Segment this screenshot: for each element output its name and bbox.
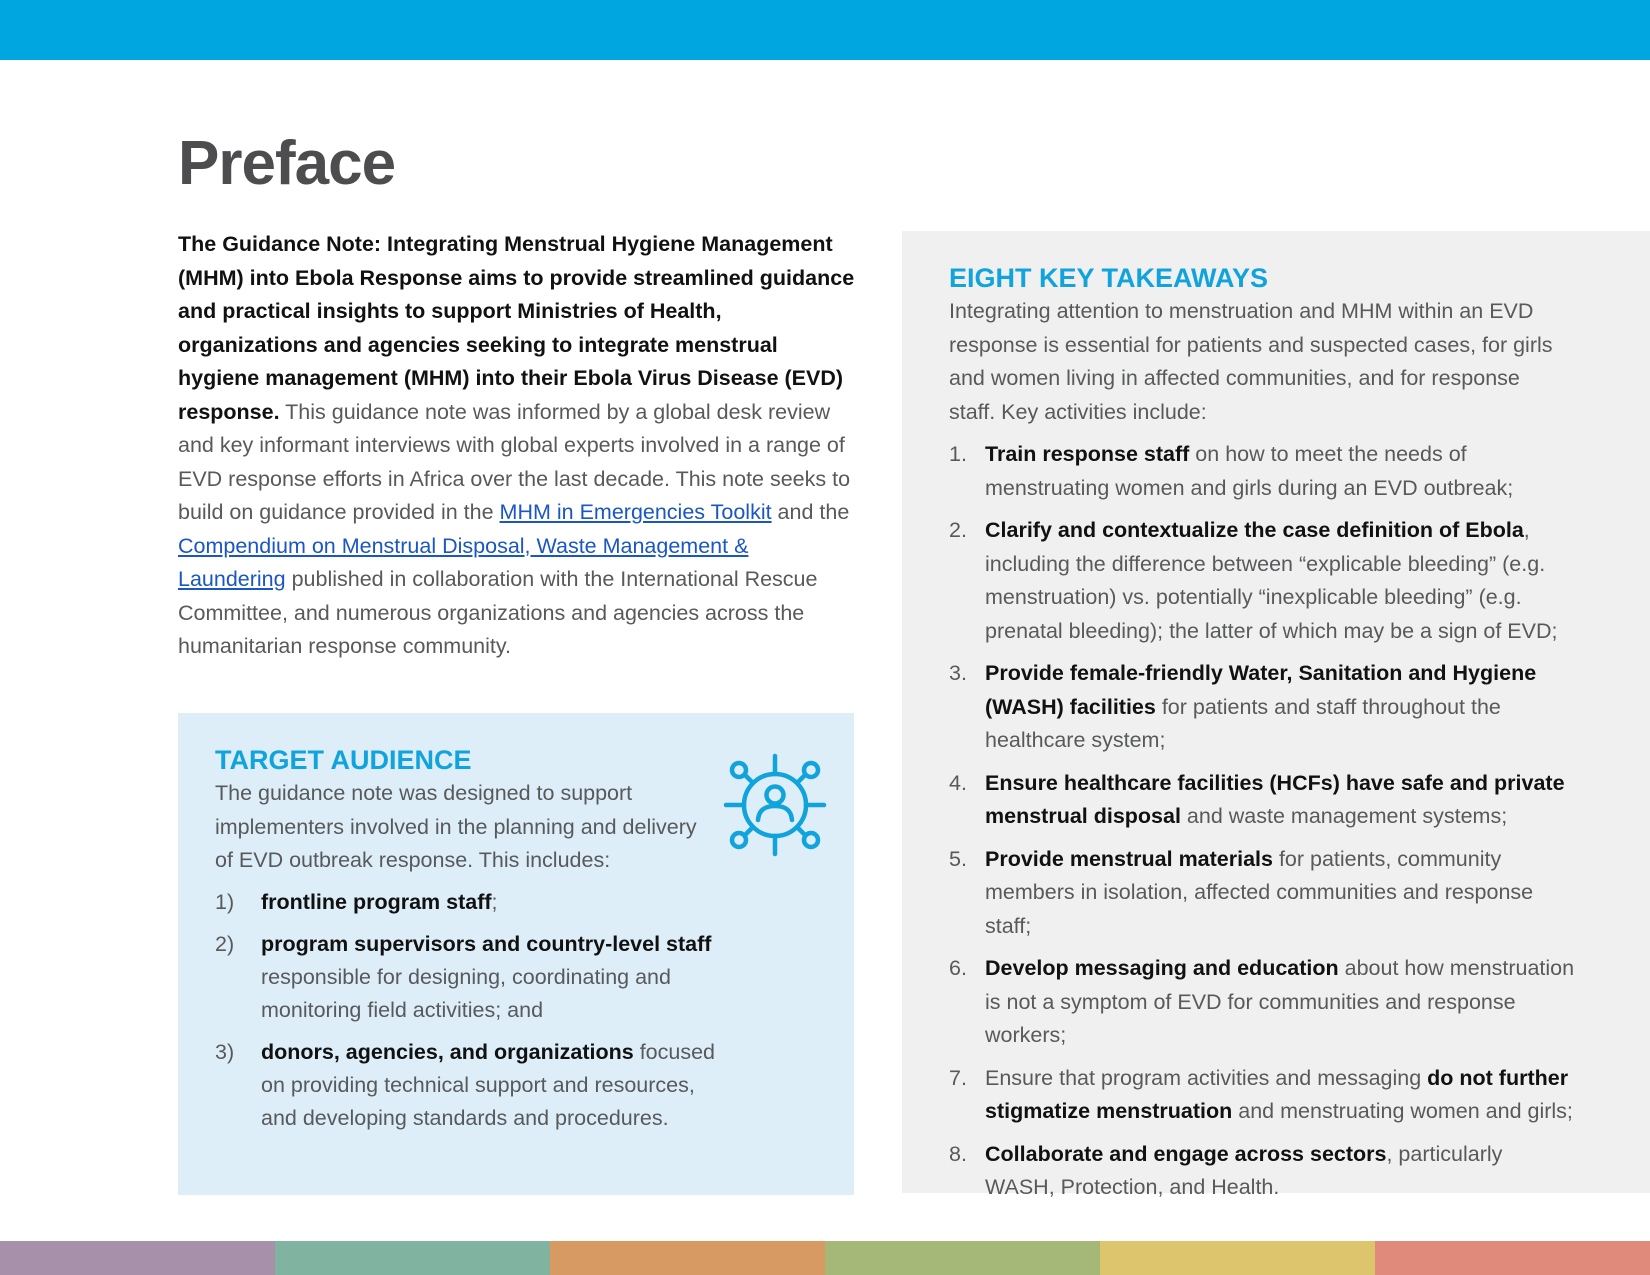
list-item-text: for patients, community members in isolation, affected communities and response staff; <box>985 846 1534 938</box>
list-item-text: , particularly WASH, Protection, and Health. <box>985 1141 1503 1199</box>
takeaways-list <box>949 438 1650 1205</box>
key-takeaways-description: Integrating attention to menstruation and MHM within an EVD response is essential for patients and suspected cases, for girls and women living in affected communities, and for response staff. Key activities include: <box>949 299 1553 424</box>
list-number: 3. <box>949 661 967 685</box>
list-item <box>949 514 1575 648</box>
list-item-text: , including the difference between “explicable bleeding” (e.g. menstruation) vs. potentially “inexplicable bleeding” (e.g. prenatal bleeding); the latter of which may be a sign of EVD; <box>985 518 1558 643</box>
top-color-bar <box>0 0 1650 60</box>
list-item-bold: Clarify and contextualize the case definition of Ebola <box>985 518 1524 542</box>
list-item-bold: donors, agencies, and organizations <box>261 1039 634 1064</box>
intro-paragraph <box>178 228 858 664</box>
target-audience-description: The guidance note was designed to support implementers involved in the planning and delivery of EVD outbreak response. This includes: <box>215 781 697 872</box>
list-item <box>949 952 1575 1053</box>
list-number: 7. <box>949 1065 967 1090</box>
list-item <box>215 886 733 919</box>
list-item-text: responsible for designing, coordinating and monitoring field activities; and <box>261 964 671 1022</box>
audience-list <box>215 886 818 1135</box>
list-item <box>949 1062 1575 1129</box>
list-item-bold: Develop messaging and education <box>985 956 1339 980</box>
list-item-bold: do not further stigmatize menstruation <box>985 1065 1569 1123</box>
list-number: 2) <box>215 931 235 956</box>
intro-text-1: This guidance note was informed by a global desk review and key informant interviews with global experts involved in a range of EVD response efforts in Africa over the last decade. This note seeks to build on guidance provided in the <box>178 399 851 524</box>
list-number: 4. <box>949 770 967 795</box>
list-item-lead: Ensure that program activities and messaging <box>985 1065 1428 1090</box>
list-item-bold: Train response staff <box>985 442 1190 466</box>
list-item-text: about how menstruation is not a symptom of EVD for communities and response workers; <box>985 956 1575 1047</box>
list-number: 1) <box>215 889 235 914</box>
list-number: 3) <box>215 1039 235 1064</box>
compendium-link[interactable]: Compendium on Menstrual Disposal, Waste Management & Laundering <box>178 533 749 591</box>
list-number: 6. <box>949 956 967 980</box>
list-number: 1. <box>949 442 967 466</box>
list-number: 5. <box>949 846 967 871</box>
list-item <box>949 1138 1575 1205</box>
list-number: 8. <box>949 1141 967 1166</box>
people-network-icon <box>722 752 828 858</box>
key-takeaways-box <box>902 231 1650 1199</box>
list-item-bold: Provide female-friendly Water, Sanitation and Hygiene (WASH) facilities <box>985 661 1537 719</box>
list-item <box>949 843 1575 944</box>
intro-text-3: published in collaboration with the International Rescue Committee, and numerous organizations and agencies across the humanitarian response community. <box>178 567 818 658</box>
list-item-bold: Provide menstrual materials <box>985 846 1273 871</box>
intro-bold-lead: The Guidance Note: Integrating Menstrual Hygiene Management (MHM) into Ebola Response aims to provide streamlined guidance and practical insights to support Ministries of Health, organizations and agencies seeking to integrate menstrual hygiene management (MHM) into their Ebola Virus Disease (EVD) response. <box>178 232 855 424</box>
footer-color-stripes <box>0 1241 1650 1275</box>
footer-stripe <box>1375 1241 1650 1275</box>
list-number: 2. <box>949 518 967 542</box>
list-item-bold: program supervisors and country-level staff <box>261 931 712 956</box>
footer-stripe <box>1100 1241 1375 1275</box>
list-item-text: and menstruating women and girls; <box>1232 1099 1573 1123</box>
target-audience-heading: TARGET AUDIENCE <box>215 745 472 775</box>
list-item-text: focused on providing technical support and resources, and developing standards and procedures. <box>261 1039 716 1130</box>
list-item-text: on how to meet the needs of menstruating women and girls during an EVD outbreak; <box>985 442 1514 500</box>
mhm-toolkit-link[interactable]: MHM in Emergencies Toolkit <box>499 500 772 524</box>
intro-text-2: and the <box>771 500 850 524</box>
footer-stripe <box>275 1241 550 1275</box>
footer-stripe <box>550 1241 825 1275</box>
list-item-bold: Ensure healthcare facilities (HCFs) have safe and private menstrual disposal <box>985 770 1565 828</box>
list-item-text: ; <box>491 889 498 914</box>
list-item-text: for patients and staff throughout the healthcare system; <box>985 694 1501 752</box>
footer-stripe <box>825 1241 1100 1275</box>
list-item-text: and waste management systems; <box>1180 804 1508 828</box>
list-item <box>215 1036 733 1135</box>
footer-stripe <box>0 1241 275 1275</box>
list-item-bold: Collaborate and engage across sectors <box>985 1141 1387 1166</box>
list-item <box>949 657 1575 758</box>
list-item <box>215 928 733 1027</box>
list-item <box>949 767 1575 834</box>
list-item <box>949 438 1575 505</box>
page-title: Preface <box>178 129 396 198</box>
list-item-bold: frontline program staff <box>261 889 492 914</box>
key-takeaways-heading: EIGHT KEY TAKEAWAYS <box>949 263 1269 293</box>
